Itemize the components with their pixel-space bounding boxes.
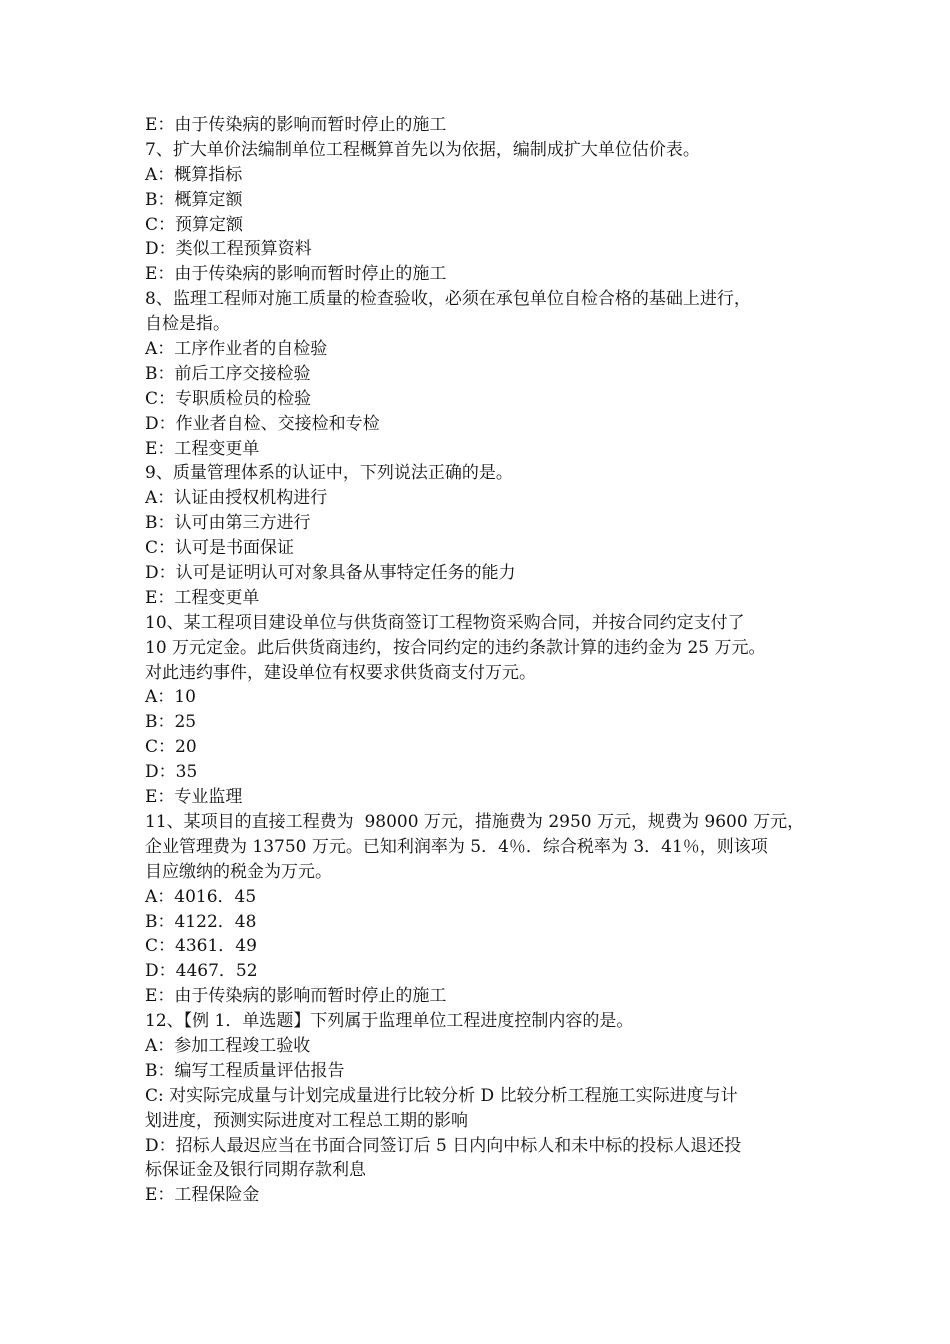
option-line: A：概算指标 (145, 164, 243, 185)
question-10-stem-cont: 10 万元定金。此后供货商违约，按合同约定的违约条款计算的违约金为 25 万元。 (145, 637, 766, 658)
question-10-stem: 10、某工程项目建设单位与供货商签订工程物资采购合同，并按合同约定支付了 (145, 612, 745, 633)
option-line: D：作业者自检、交接检和专检 (145, 413, 380, 434)
option-line: D：4467．52 (145, 961, 258, 982)
option-line: B：前后工序交接检验 (145, 363, 311, 384)
option-line: D：认可是证明认可对象具备从事特定任务的能力 (145, 563, 516, 584)
option-line: C：4361．49 (145, 936, 257, 957)
question-7-stem: 7、扩大单价法编制单位工程概算首先以为依据，编制成扩大单位估价表。 (145, 139, 700, 160)
question-12-stem: 12、【例 1．单选题】下列属于监理单位工程进度控制内容的是。 (145, 1011, 634, 1032)
question-9-stem: 9、质量管理体系的认证中，下列说法正确的是。 (145, 463, 513, 484)
option-line: B：4122．48 (145, 911, 257, 932)
option-line: B：认可由第三方进行 (145, 513, 311, 534)
option-line: C：20 (145, 737, 197, 758)
option-line: E：由于传染病的影响而暂时停止的施工 (145, 986, 447, 1007)
option-line: E：工程保险金 (145, 1185, 260, 1206)
option-line: D：招标人最迟应当在书面合同签订后 5 日内向中标人和未中标的投标人退还投 (145, 1135, 742, 1156)
option-line: A：认证由授权机构进行 (145, 488, 328, 509)
option-line: E：工程变更单 (145, 587, 260, 608)
option-line-cont: 标保证金及银行同期存款利息 (145, 1160, 366, 1181)
option-line: B：编写工程质量评估报告 (145, 1060, 345, 1081)
option-line: B：概算定额 (145, 189, 243, 210)
text-line: E：由于传染病的影响而暂时停止的施工 (145, 115, 447, 135)
option-line: C：预算定额 (145, 214, 244, 235)
option-line: C：专职质检员的检验 (145, 388, 312, 409)
option-line-cont: 划进度，预测实际进度对工程总工期的影响 (145, 1110, 468, 1131)
option-line: E：工程变更单 (145, 438, 260, 459)
option-line: C: 对实际完成量与计划完成量进行比较分析 D 比较分析工程施工实际进度与计 (145, 1085, 738, 1106)
option-line: C：认可是书面保证 (145, 538, 295, 559)
question-10-stem-cont: 对此违约事件，建设单位有权要求供货商支付万元。 (145, 662, 536, 683)
question-11-stem-cont: 企业管理费为 13750 万元。已知利润率为 5．4％．综合税率为 3．41％，则该项 (145, 836, 768, 857)
option-line: D：35 (145, 762, 198, 783)
option-line: B：25 (145, 712, 197, 733)
option-line: A：工序作业者的自检验 (145, 339, 328, 360)
document-page (145, 113, 810, 1208)
question-11-stem: 11、某项目的直接工程费为 98000 万元，措施费为 2950 万元，规费为 9600 万元， (145, 811, 805, 832)
option-line: D：类似工程预算资料 (145, 239, 312, 260)
option-line: E：专业监理 (145, 787, 243, 808)
option-line: A：参加工程竣工验收 (145, 1035, 311, 1056)
option-line: A：4016．45 (145, 886, 257, 907)
question-11-stem-cont: 目应缴纳的税金为万元。 (145, 861, 332, 882)
question-8-stem: 8、监理工程师对施工质量的检查验收，必须在承包单位自检合格的基础上进行， (145, 289, 751, 310)
option-line: A：10 (145, 687, 196, 708)
option-line: E：由于传染病的影响而暂时停止的施工 (145, 264, 447, 285)
question-8-stem-cont: 自检是指。 (145, 314, 230, 335)
